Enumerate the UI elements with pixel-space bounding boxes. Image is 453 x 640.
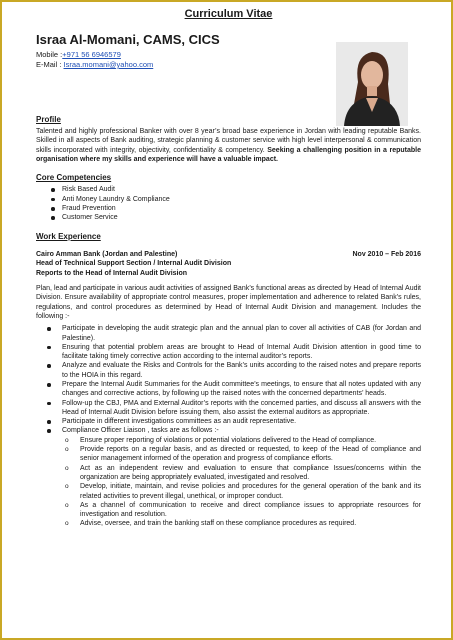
responsibilities-list bbox=[36, 324, 421, 529]
list-item: o As a channel of communication to receive and direct compliance issues to appropriate resources for investigation and resolution. bbox=[80, 501, 421, 520]
list-item: Participate in different investigations committees as an audit representative. bbox=[62, 417, 421, 426]
profile-body: Talented and highly professional Banker with over 8 year’s broad base experience in Jordan with leading reputable Banks. Skilled in all aspects of Bank auditing, strategic planning & customer service with high level interpersonal & communication skills incorporated with integrity, objectivity, confidentiality & competency. bbox=[36, 128, 421, 154]
email-link[interactable]: Israa.momani@yahoo.com bbox=[63, 60, 154, 69]
list-item: o Develop, initiate, maintain, and revise policies and procedures for the general operation of the bank and its related activities to prevent illegal, unethical, or improper conduct. bbox=[80, 482, 421, 501]
work-heading: Work Experience bbox=[36, 231, 101, 241]
mobile-label: Mobile : bbox=[36, 50, 63, 59]
list-item: Analyze and evaluate the Risks and Controls for the Bank’s units according to the raised notes and prepare reports to the HOIA in this regard. bbox=[62, 362, 421, 379]
email-label: E-Mail : bbox=[36, 60, 64, 69]
list-item: Participate in developing the audit strategic plan and the annual plan to cover all activities of CAB (for Jordan and Palestine). bbox=[62, 325, 421, 342]
list-item: o Act as an independent review and evaluation to ensure that compliance Issues/concerns within the organization are being appropriately evaluated, investigated and resolved. bbox=[80, 464, 421, 483]
list-item: Anti Money Laundry & Compliance bbox=[62, 195, 421, 204]
list-item: Customer Service bbox=[62, 213, 421, 222]
profile-photo bbox=[336, 42, 408, 126]
cv-content bbox=[36, 8, 421, 529]
profile-heading: Profile bbox=[36, 115, 61, 124]
list-item: Fraud Prevention bbox=[62, 204, 421, 213]
employment-period: Nov 2010 – Feb 2016 bbox=[352, 250, 421, 258]
competencies-heading: Core Competencies bbox=[36, 173, 112, 183]
job-intro: Plan, lead and participate in various audit activities of assigned Bank’s functional areas as directed by Head of Internal Audit Division. Ensure availability of appropriate control measures, proper implementation and adherence to related Bank’s rules, regulations, and control procedures as determined by Head of Internal Audit Division and management. Includes the following :- bbox=[36, 285, 421, 320]
list-item: o Advise, oversee, and train the banking staff on these compliance procedures as required. bbox=[80, 519, 421, 528]
compliance-tasks-list bbox=[62, 436, 421, 529]
list-item: Ensuring that potential problem areas are brought to Head of Internal Audit Division attention in good time to facilitate taking timely corrective action according to the internal auditor’s reports. bbox=[62, 343, 421, 361]
compliance-intro: Compliance Officer Liaison , tasks are as follows :- bbox=[62, 427, 219, 435]
document-title: Curriculum Vitae bbox=[184, 8, 273, 20]
mobile-link[interactable]: +971 56 6946579 bbox=[62, 50, 121, 59]
list-item: Prepare the Internal Audit Summaries for the Audit committee’s meetings, to ensure that all notes updated with any changes and corrective actions, by following up the raised notes with the concerned departments’ heads. bbox=[62, 381, 421, 398]
job-role: Head of Technical Support Section / Internal Audit Division bbox=[36, 260, 232, 268]
compliance-item bbox=[62, 426, 421, 528]
list-item: o Ensure proper reporting of violations or potential violations delivered to the Head of compliance. bbox=[80, 436, 421, 445]
job-header bbox=[36, 250, 421, 259]
profile-objective: Seeking a challenging position in a reputable organisation where my skills and experience will have a valuable impact. bbox=[36, 146, 421, 163]
list-item: Risk Based Audit bbox=[62, 185, 421, 194]
job-reports-to: Reports to the Head of Internal Audit Division bbox=[36, 269, 188, 277]
list-item: o Provide reports on a regular basis, and as directed or requested, to keep of the Head of compliance and senior management informed of the operation and progress of compliance efforts. bbox=[80, 445, 421, 464]
list-item: Follow-up the CBJ, PMA and External Auditor’s reports with the concerned parties, and discuss all answers with the Head of Internal Audit Division before issuing them, also assist the external auditors as appropriate. bbox=[62, 399, 421, 416]
competencies-list bbox=[36, 185, 421, 223]
profile-text bbox=[36, 127, 421, 164]
employer-name: Cairo Amman Bank (Jordan and Palestine) bbox=[36, 250, 178, 258]
portrait-image bbox=[336, 42, 408, 126]
candidate-name: Israa Al-Momani, CAMS, CICS bbox=[36, 32, 220, 47]
